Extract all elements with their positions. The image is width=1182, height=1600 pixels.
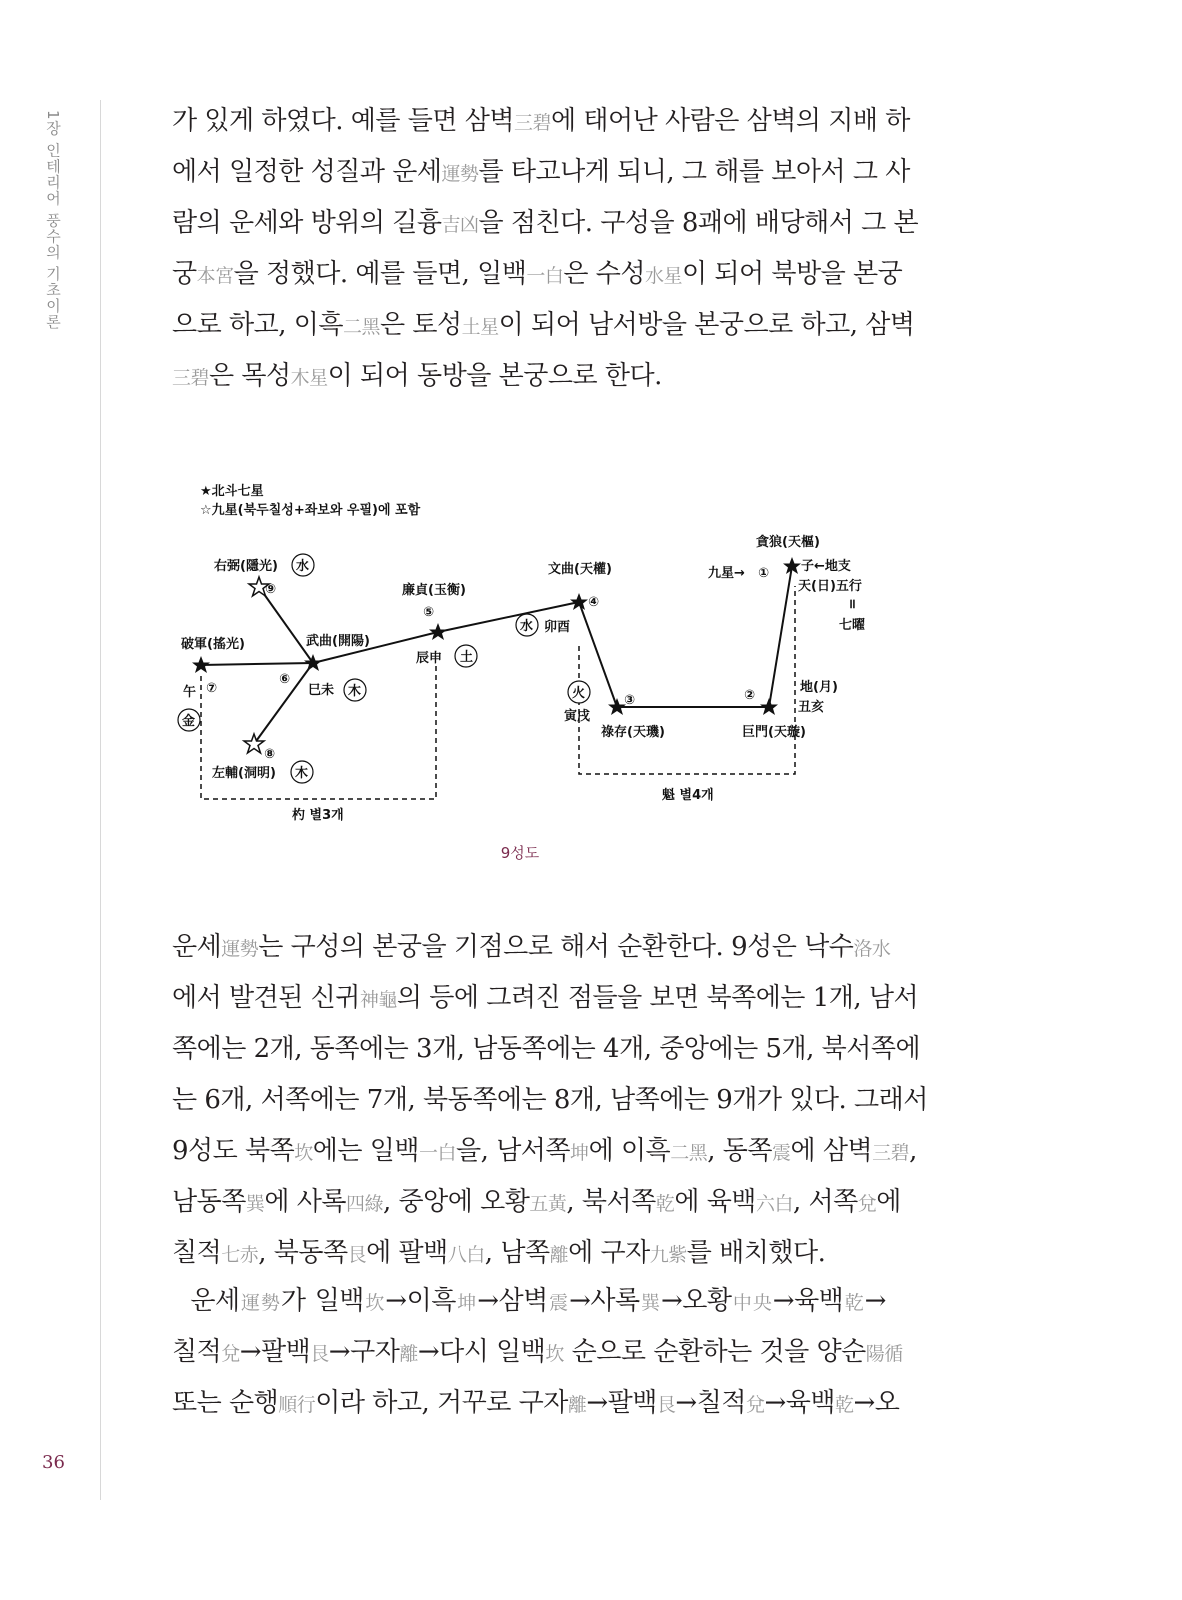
- text-run: 으로 하고, 이흑: [172, 310, 343, 340]
- text-run: →삼벽: [477, 1286, 548, 1316]
- text-run: →사록: [569, 1286, 640, 1316]
- hanja-annotation: 本宮: [196, 265, 234, 287]
- label-huo-circle: 火: [572, 686, 586, 701]
- figure-caption: 9성도: [500, 844, 540, 862]
- label-chouhai: 丑亥: [798, 700, 825, 715]
- hanja-annotation: 運勢: [239, 1292, 281, 1314]
- text-run: , 중앙에 오황: [383, 1187, 530, 1217]
- text-run: , 동쪽: [707, 1136, 772, 1166]
- hanja-annotation: 乾: [835, 1394, 854, 1416]
- text-run: 은 토성: [380, 310, 462, 340]
- sidebar-divider: [100, 100, 101, 1500]
- hanja-annotation: 九紫: [649, 1244, 687, 1266]
- chapter-running-title: 1장 인테리어 풍수의 기초이론: [44, 110, 62, 330]
- star-wuqu-icon: [304, 654, 322, 671]
- paragraph-intro: [172, 96, 919, 402]
- label-qiyao: 七曜: [839, 618, 866, 633]
- text-run: ,: [909, 1136, 917, 1166]
- text-run: 칠적: [172, 1238, 222, 1268]
- text-run: 의 등에 그려진 점들을 보면 북쪽에는 1개, 남서: [396, 983, 919, 1013]
- label-wuqu: 武曲(開陽): [306, 634, 370, 649]
- hanja-annotation: 艮: [310, 1343, 329, 1365]
- hanja-annotation: 三碧: [172, 367, 210, 389]
- hanja-annotation: 五黃: [529, 1193, 567, 1215]
- hanja-annotation: 神龜: [359, 989, 397, 1011]
- hanja-annotation: 艮: [347, 1244, 367, 1266]
- text-run: →팔백: [239, 1337, 311, 1367]
- hanja-annotation: 離: [399, 1343, 418, 1365]
- nine-star-diagram: [172, 466, 888, 840]
- text-run: →육백: [772, 1286, 844, 1316]
- hanja-annotation: 乾: [843, 1292, 865, 1314]
- hanja-annotation: 水星: [645, 265, 683, 287]
- label-jin-circle: 金: [182, 714, 196, 729]
- text-run: 는 6개, 서쪽에는 7개, 북동쪽에는 8개, 남쪽에는 9개가 있다. 그래서: [172, 1085, 928, 1115]
- text-line: [172, 1075, 928, 1126]
- hanja-annotation: 土星: [461, 316, 499, 338]
- text-run: 가 있게 하였다. 예를 들면 삼벽: [172, 106, 514, 136]
- label-n2: ②: [744, 688, 756, 703]
- text-line: [172, 922, 891, 973]
- hanja-annotation: 二黑: [343, 316, 381, 338]
- text-run: 에서 발견된 신귀: [172, 983, 360, 1013]
- label-n3: ③: [624, 693, 636, 708]
- hanja-annotation: 離: [567, 1394, 587, 1416]
- hanja-annotation: 坎: [363, 1292, 386, 1314]
- text-line: [172, 973, 919, 1024]
- text-run: 에 구자: [568, 1238, 650, 1268]
- hanja-annotation: 中央: [731, 1292, 773, 1314]
- hanja-annotation: 巽: [639, 1292, 661, 1314]
- hanja-annotation: 八白: [447, 1244, 485, 1266]
- text-run: 쪽에는 2개, 동쪽에는 3개, 남동쪽에는 4개, 중앙에는 5개, 북서쪽에: [172, 1034, 921, 1064]
- hanja-annotation: 一白: [419, 1142, 457, 1164]
- text-run: 을 정했다. 예를 들면, 일백: [233, 259, 527, 289]
- hanja-annotation: 七赤: [221, 1244, 259, 1266]
- paragraph-cycle: [172, 1276, 903, 1429]
- label-tu-circle: 土: [460, 650, 474, 665]
- text-run: →다시 일백: [417, 1337, 546, 1367]
- text-run: 이 되어 남서방을 본궁으로 하고, 삼벽: [498, 310, 915, 340]
- label-shui2-circle: 水: [296, 559, 310, 574]
- text-run: 가 일백: [280, 1286, 364, 1316]
- text-line: [172, 351, 886, 402]
- hanja-annotation: 運勢: [441, 163, 479, 185]
- text-run: 을, 남서쪽: [456, 1136, 571, 1166]
- hanja-annotation: 坎: [545, 1343, 564, 1365]
- hanja-annotation: 坤: [455, 1292, 478, 1314]
- text-run: →팔백: [586, 1388, 657, 1418]
- star-jumen-icon: [760, 698, 778, 715]
- hanja-annotation: 震: [771, 1142, 791, 1164]
- text-run: 또는 순행: [172, 1388, 279, 1418]
- hanja-annotation: 兌: [745, 1394, 765, 1416]
- text-run: , 남쪽: [484, 1238, 550, 1268]
- page-number: 36: [42, 1452, 65, 1473]
- hanja-annotation: 四綠: [346, 1193, 384, 1215]
- label-zuofu: 左輔(洞明): [212, 766, 276, 781]
- text-run: 에 삼벽: [790, 1136, 873, 1166]
- hanja-annotation: 乾: [655, 1193, 675, 1215]
- hanja-annotation: 運勢: [221, 938, 259, 960]
- hanja-annotation: 震: [547, 1292, 570, 1314]
- hanja-annotation: 離: [549, 1244, 569, 1266]
- text-run: 를 타고나게 되니, 그 해를 보아서 그 사: [478, 157, 910, 187]
- star-wenqu-icon: [570, 593, 588, 610]
- text-run: 운세: [172, 1286, 240, 1316]
- text-run: , 서쪽: [792, 1187, 858, 1217]
- text-line: [172, 1177, 901, 1228]
- label-jiuxing-arrow: 九星→: [708, 566, 745, 581]
- label-shui-circle: 水: [520, 619, 534, 634]
- text-line: [172, 300, 915, 351]
- text-run: →이흑: [385, 1286, 456, 1316]
- text-run: 운세: [172, 932, 222, 962]
- text-run: 에 팔백: [366, 1238, 448, 1268]
- text-run: 에: [876, 1187, 901, 1217]
- text-run: , 북서쪽: [566, 1187, 656, 1217]
- hanja-annotation: 艮: [656, 1394, 676, 1416]
- label-n9: ⑨: [265, 582, 277, 597]
- star-pojun-icon: [192, 656, 210, 673]
- hanja-annotation: 木星: [290, 367, 328, 389]
- text-run: 을 점친다. 구성을 8괘에 배당해서 그 본: [478, 208, 919, 238]
- text-run: →오황: [660, 1286, 732, 1316]
- text-line: [172, 198, 919, 249]
- label-maoyou: 卯酉: [544, 620, 571, 635]
- text-run: 람의 운세와 방위의 길흉: [172, 208, 442, 238]
- label-n4: ④: [588, 595, 600, 610]
- legend-beidou: ★北斗七星: [200, 484, 264, 499]
- label-wu: 午: [183, 685, 197, 700]
- label-n8: ⑧: [264, 747, 276, 762]
- label-lucun: 祿存(天璣): [601, 725, 665, 740]
- label-chenshen: 辰申: [416, 651, 443, 666]
- star-lianzhen-icon: [429, 623, 447, 640]
- text-line: [172, 249, 903, 300]
- hanja-annotation: 兌: [221, 1343, 240, 1365]
- text-run: →육백: [764, 1388, 835, 1418]
- label-mu2-circle: 木: [295, 766, 309, 781]
- label-jumen: 巨門(天璇): [742, 725, 806, 740]
- text-run: 에 육백: [674, 1187, 756, 1217]
- text-line: [172, 1276, 886, 1327]
- hanja-annotation: 二黑: [670, 1142, 708, 1164]
- text-run: 에 태어난 사람은 삼벽의 지배 하: [551, 106, 910, 136]
- text-run: 에서 일정한 성질과 운세: [172, 157, 442, 187]
- hanja-annotation: 巽: [245, 1193, 265, 1215]
- hanja-annotation: 坎: [294, 1142, 313, 1164]
- hanja-annotation: 陽循: [865, 1343, 903, 1365]
- label-shao: 杓 별3개: [292, 808, 344, 823]
- hanja-annotation: 順行: [278, 1394, 316, 1416]
- text-run: 칠적: [172, 1337, 222, 1367]
- text-run: 를 배치했다.: [686, 1238, 826, 1268]
- text-run: →칠적: [675, 1388, 746, 1418]
- label-n6: ⑥: [279, 672, 291, 687]
- label-diyue: 地(月): [800, 680, 838, 695]
- text-run: 이 되어 북방을 본궁: [682, 259, 903, 289]
- hanja-annotation: 三碧: [513, 112, 551, 134]
- label-n7: ⑦: [206, 681, 218, 696]
- text-line: [172, 147, 910, 198]
- text-run: 이 되어 동방을 본궁으로 한다.: [327, 361, 662, 391]
- text-run: , 북동쪽: [258, 1238, 348, 1268]
- text-run: 9성도 북쪽: [172, 1136, 295, 1166]
- hanja-annotation: 洛水: [853, 938, 891, 960]
- label-youbi: 右弼(隱光): [214, 559, 278, 574]
- text-run: →: [864, 1286, 886, 1316]
- label-zi: 子←地支: [801, 559, 851, 574]
- hanja-annotation: 坤: [570, 1142, 589, 1164]
- star-zuofu-outline-icon: [244, 734, 264, 753]
- text-run: →오: [853, 1388, 900, 1418]
- text-run: 은 목성: [209, 361, 291, 391]
- text-run: 남동쪽: [172, 1187, 246, 1217]
- label-kui: 魁 별4개: [662, 788, 714, 803]
- label-wenqu: 文曲(天權): [548, 562, 612, 577]
- label-lianzhen: 廉貞(玉衡): [402, 583, 466, 598]
- text-line: [172, 1228, 886, 1279]
- text-run: 이라 하고, 거꾸로 구자: [315, 1388, 568, 1418]
- label-equal: ॥: [848, 597, 856, 612]
- legend-jiuxing: ☆九星(북두칠성+좌보와 우필)에 포함: [200, 503, 421, 518]
- text-line: [172, 1024, 921, 1075]
- hanja-annotation: 三碧: [872, 1142, 910, 1164]
- label-n5: ⑤: [423, 605, 435, 620]
- text-run: 궁: [172, 259, 197, 289]
- label-tanlang: 貪狼(天樞): [756, 535, 820, 550]
- hanja-annotation: 六白: [755, 1193, 793, 1215]
- text-line: [172, 1378, 900, 1429]
- text-run: 에 이흑: [588, 1136, 671, 1166]
- label-pojun: 破軍(搖光): [181, 637, 245, 652]
- label-tianri: 天(日)五行: [798, 579, 862, 594]
- label-n1: ①: [758, 566, 770, 581]
- text-run: 순으로 순환하는 것을 양순: [563, 1337, 866, 1367]
- label-mu-circle: 木: [348, 684, 362, 699]
- text-run: →구자: [328, 1337, 400, 1367]
- label-siwei: 巳未: [308, 683, 335, 698]
- hanja-annotation: 兌: [857, 1193, 877, 1215]
- paragraph-body: [172, 922, 928, 1279]
- text-run: 은 수성: [563, 259, 646, 289]
- text-line: [172, 1126, 917, 1177]
- text-run: 에는 일백: [312, 1136, 420, 1166]
- text-line: [172, 1327, 903, 1378]
- text-run: 에 사록: [264, 1187, 346, 1217]
- hanja-annotation: 吉凶: [441, 214, 479, 236]
- text-line: [172, 96, 910, 147]
- hanja-annotation: 一白: [526, 265, 564, 287]
- label-yinxu: 寅戌: [564, 709, 591, 724]
- text-run: 는 구성의 본궁을 기점으로 해서 순환한다. 9성은 낙수: [258, 932, 854, 962]
